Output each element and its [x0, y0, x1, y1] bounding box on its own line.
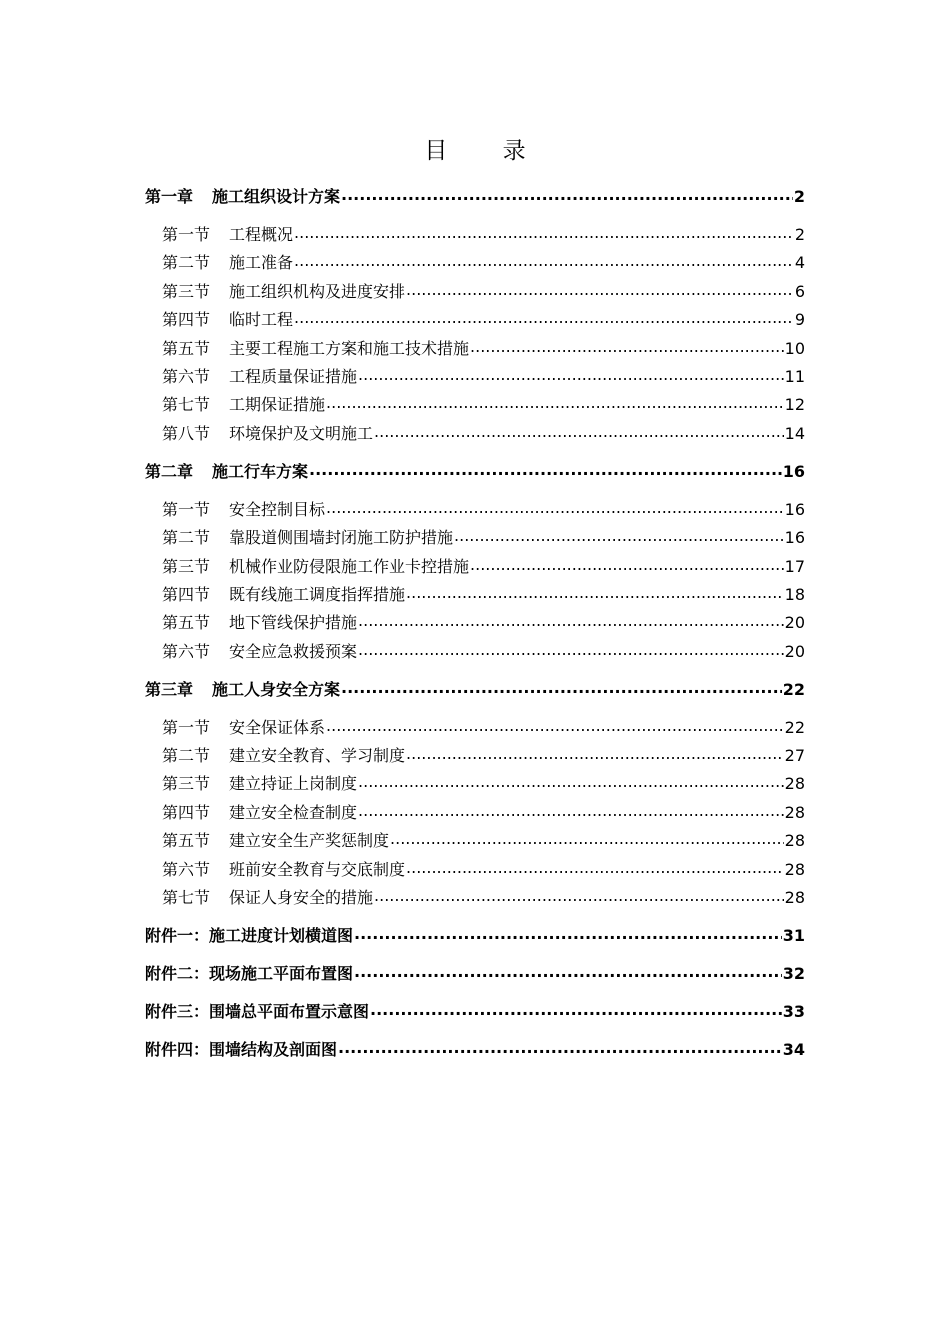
- toc-leader-dots: [309, 459, 782, 481]
- toc-section[interactable]: 第五节 主要工程施工方案和施工技术措施 ..... 10: [145, 338, 805, 360]
- toc-leader-dots: [358, 771, 784, 793]
- toc-appendix-3[interactable]: [145, 1001, 805, 1023]
- toc-leader-dots: [341, 677, 782, 699]
- toc-leader-dots: [406, 743, 784, 765]
- toc-chapter-3[interactable]: [145, 679, 805, 701]
- toc-appendix-4[interactable]: [145, 1039, 805, 1061]
- toc-section[interactable]: 第三节 机械作业防侵限施工作业卡控措施 ..... 17: [145, 556, 805, 578]
- toc-leader-dots: [326, 392, 784, 414]
- toc-section[interactable]: 第六节 安全应急救援预案 ..... 20: [145, 641, 805, 663]
- toc-leader-dots: [358, 364, 784, 386]
- toc-section[interactable]: 第四节 既有线施工调度指挥措施 ..... 18: [145, 584, 805, 606]
- toc-page-number: 16: [784, 499, 805, 519]
- toc-section[interactable]: 第三节 施工组织机构及进度安排 ..... 6: [145, 281, 805, 303]
- toc-page-number: 10: [784, 338, 805, 358]
- toc-section[interactable]: 第八节 环境保护及文明施工 ..... 14: [145, 423, 805, 445]
- toc-page-number: 9: [794, 310, 805, 330]
- toc-page-number: 28: [784, 831, 805, 851]
- toc-appendix-1[interactable]: [145, 925, 805, 947]
- toc-leader-dots: [374, 421, 784, 443]
- toc-leader-dots: [370, 999, 782, 1021]
- toc-leader-dots: [470, 554, 784, 576]
- toc-section[interactable]: 第一节 安全控制目标 ..... 16: [145, 499, 805, 521]
- toc-page-number: 22: [782, 679, 805, 699]
- toc-leader-dots: [326, 715, 784, 737]
- toc-page-number: 16: [784, 528, 805, 548]
- toc-page-number: 16: [782, 461, 805, 481]
- toc-leader-dots: [374, 885, 784, 907]
- toc-leader-dots: [326, 497, 784, 519]
- toc-title: 目 录: [424, 138, 550, 164]
- toc-section[interactable]: 第五节 建立安全生产奖惩制度 ..... 28: [145, 830, 805, 852]
- toc-section[interactable]: 第四节 建立安全检查制度 ..... 28: [145, 802, 805, 824]
- toc-leader-dots: [358, 800, 784, 822]
- toc-leader-dots: [294, 250, 794, 272]
- toc-page-number: 33: [782, 1002, 805, 1022]
- table-of-contents: [145, 186, 805, 1061]
- toc-leader-dots: [406, 857, 784, 879]
- toc-chapter-label: 第一章 施工组织设计方案: [145, 187, 341, 206]
- toc-section[interactable]: 第七节 保证人身安全的措施 ..... 28: [145, 887, 805, 909]
- toc-section[interactable]: 第一节 安全保证体系 ..... 22: [145, 717, 805, 739]
- toc-page-number: 2: [793, 187, 805, 206]
- toc-leader-dots: [358, 610, 784, 632]
- toc-page-number: 27: [784, 746, 805, 766]
- toc-page-number: 28: [784, 802, 805, 822]
- toc-page-number: 2: [794, 225, 805, 244]
- toc-section[interactable]: 第一节 工程概况 ..... 2: [145, 224, 805, 246]
- toc-page-number: 14: [784, 423, 805, 443]
- toc-page-number: 12: [784, 395, 805, 415]
- toc-page-number: 34: [782, 1040, 805, 1060]
- toc-page-number: 6: [794, 281, 805, 301]
- toc-page-number: 18: [784, 584, 805, 604]
- toc-section[interactable]: 第六节 班前安全教育与交底制度 ..... 28: [145, 859, 805, 881]
- toc-leader-dots: [390, 828, 784, 850]
- toc-leader-dots: [406, 279, 794, 301]
- toc-chapter-2[interactable]: [145, 461, 805, 483]
- toc-appendix-2[interactable]: [145, 963, 805, 985]
- toc-leader-dots: [470, 336, 784, 358]
- toc-leader-dots: [358, 639, 784, 661]
- toc-leader-dots: [294, 222, 794, 244]
- toc-section[interactable]: 第二节 靠股道侧围墙封闭施工防护措施 ..... 16: [145, 527, 805, 549]
- toc-page-number: 28: [784, 888, 805, 908]
- toc-appendix-label: 附件四：围墙结构及剖面图: [145, 1040, 338, 1060]
- toc-appendix-label: 附件一：施工进度计划横道图: [145, 926, 354, 946]
- toc-page-number: 22: [784, 717, 805, 737]
- toc-leader-dots: [294, 307, 794, 329]
- toc-section[interactable]: 第六节 工程质量保证措施 ..... 11: [145, 366, 805, 388]
- toc-leader-dots: [354, 923, 782, 945]
- toc-appendix-label: 附件二：现场施工平面布置图: [145, 964, 354, 984]
- toc-page-number: 31: [782, 926, 805, 946]
- toc-section[interactable]: 第五节 地下管线保护措施 ..... 20: [145, 612, 805, 634]
- toc-page-number: 4: [794, 253, 805, 273]
- toc-chapter-label: 第三章 施工人身安全方案: [145, 679, 341, 699]
- toc-page-number: 32: [782, 964, 805, 984]
- toc-section[interactable]: 第七节 工期保证措施 ..... 12: [145, 394, 805, 416]
- toc-chapter-label: 第二章 施工行车方案: [145, 461, 309, 481]
- toc-leader-dots: [341, 184, 793, 206]
- toc-appendix-label: 附件三：围墙总平面布置示意图: [145, 1002, 370, 1022]
- toc-section[interactable]: 第二节 施工准备 ..... 4: [145, 252, 805, 274]
- toc-page-number: 17: [784, 556, 805, 576]
- toc-page-number: 11: [784, 366, 805, 386]
- toc-chapter-1[interactable]: [145, 186, 805, 208]
- toc-page-number: 28: [784, 859, 805, 879]
- toc-leader-dots: [454, 525, 784, 547]
- toc-page-number: 20: [784, 641, 805, 661]
- toc-leader-dots: [406, 582, 784, 604]
- toc-section[interactable]: 第三节 建立持证上岗制度 ..... 28: [145, 773, 805, 795]
- toc-page-number: 20: [784, 613, 805, 633]
- toc-leader-dots: [338, 1037, 782, 1059]
- toc-leader-dots: [354, 961, 782, 983]
- toc-section[interactable]: 第二节 建立安全教育、学习制度 ..... 27: [145, 745, 805, 767]
- toc-section[interactable]: 第四节 临时工程 ..... 9: [145, 309, 805, 331]
- toc-page-number: 28: [784, 774, 805, 794]
